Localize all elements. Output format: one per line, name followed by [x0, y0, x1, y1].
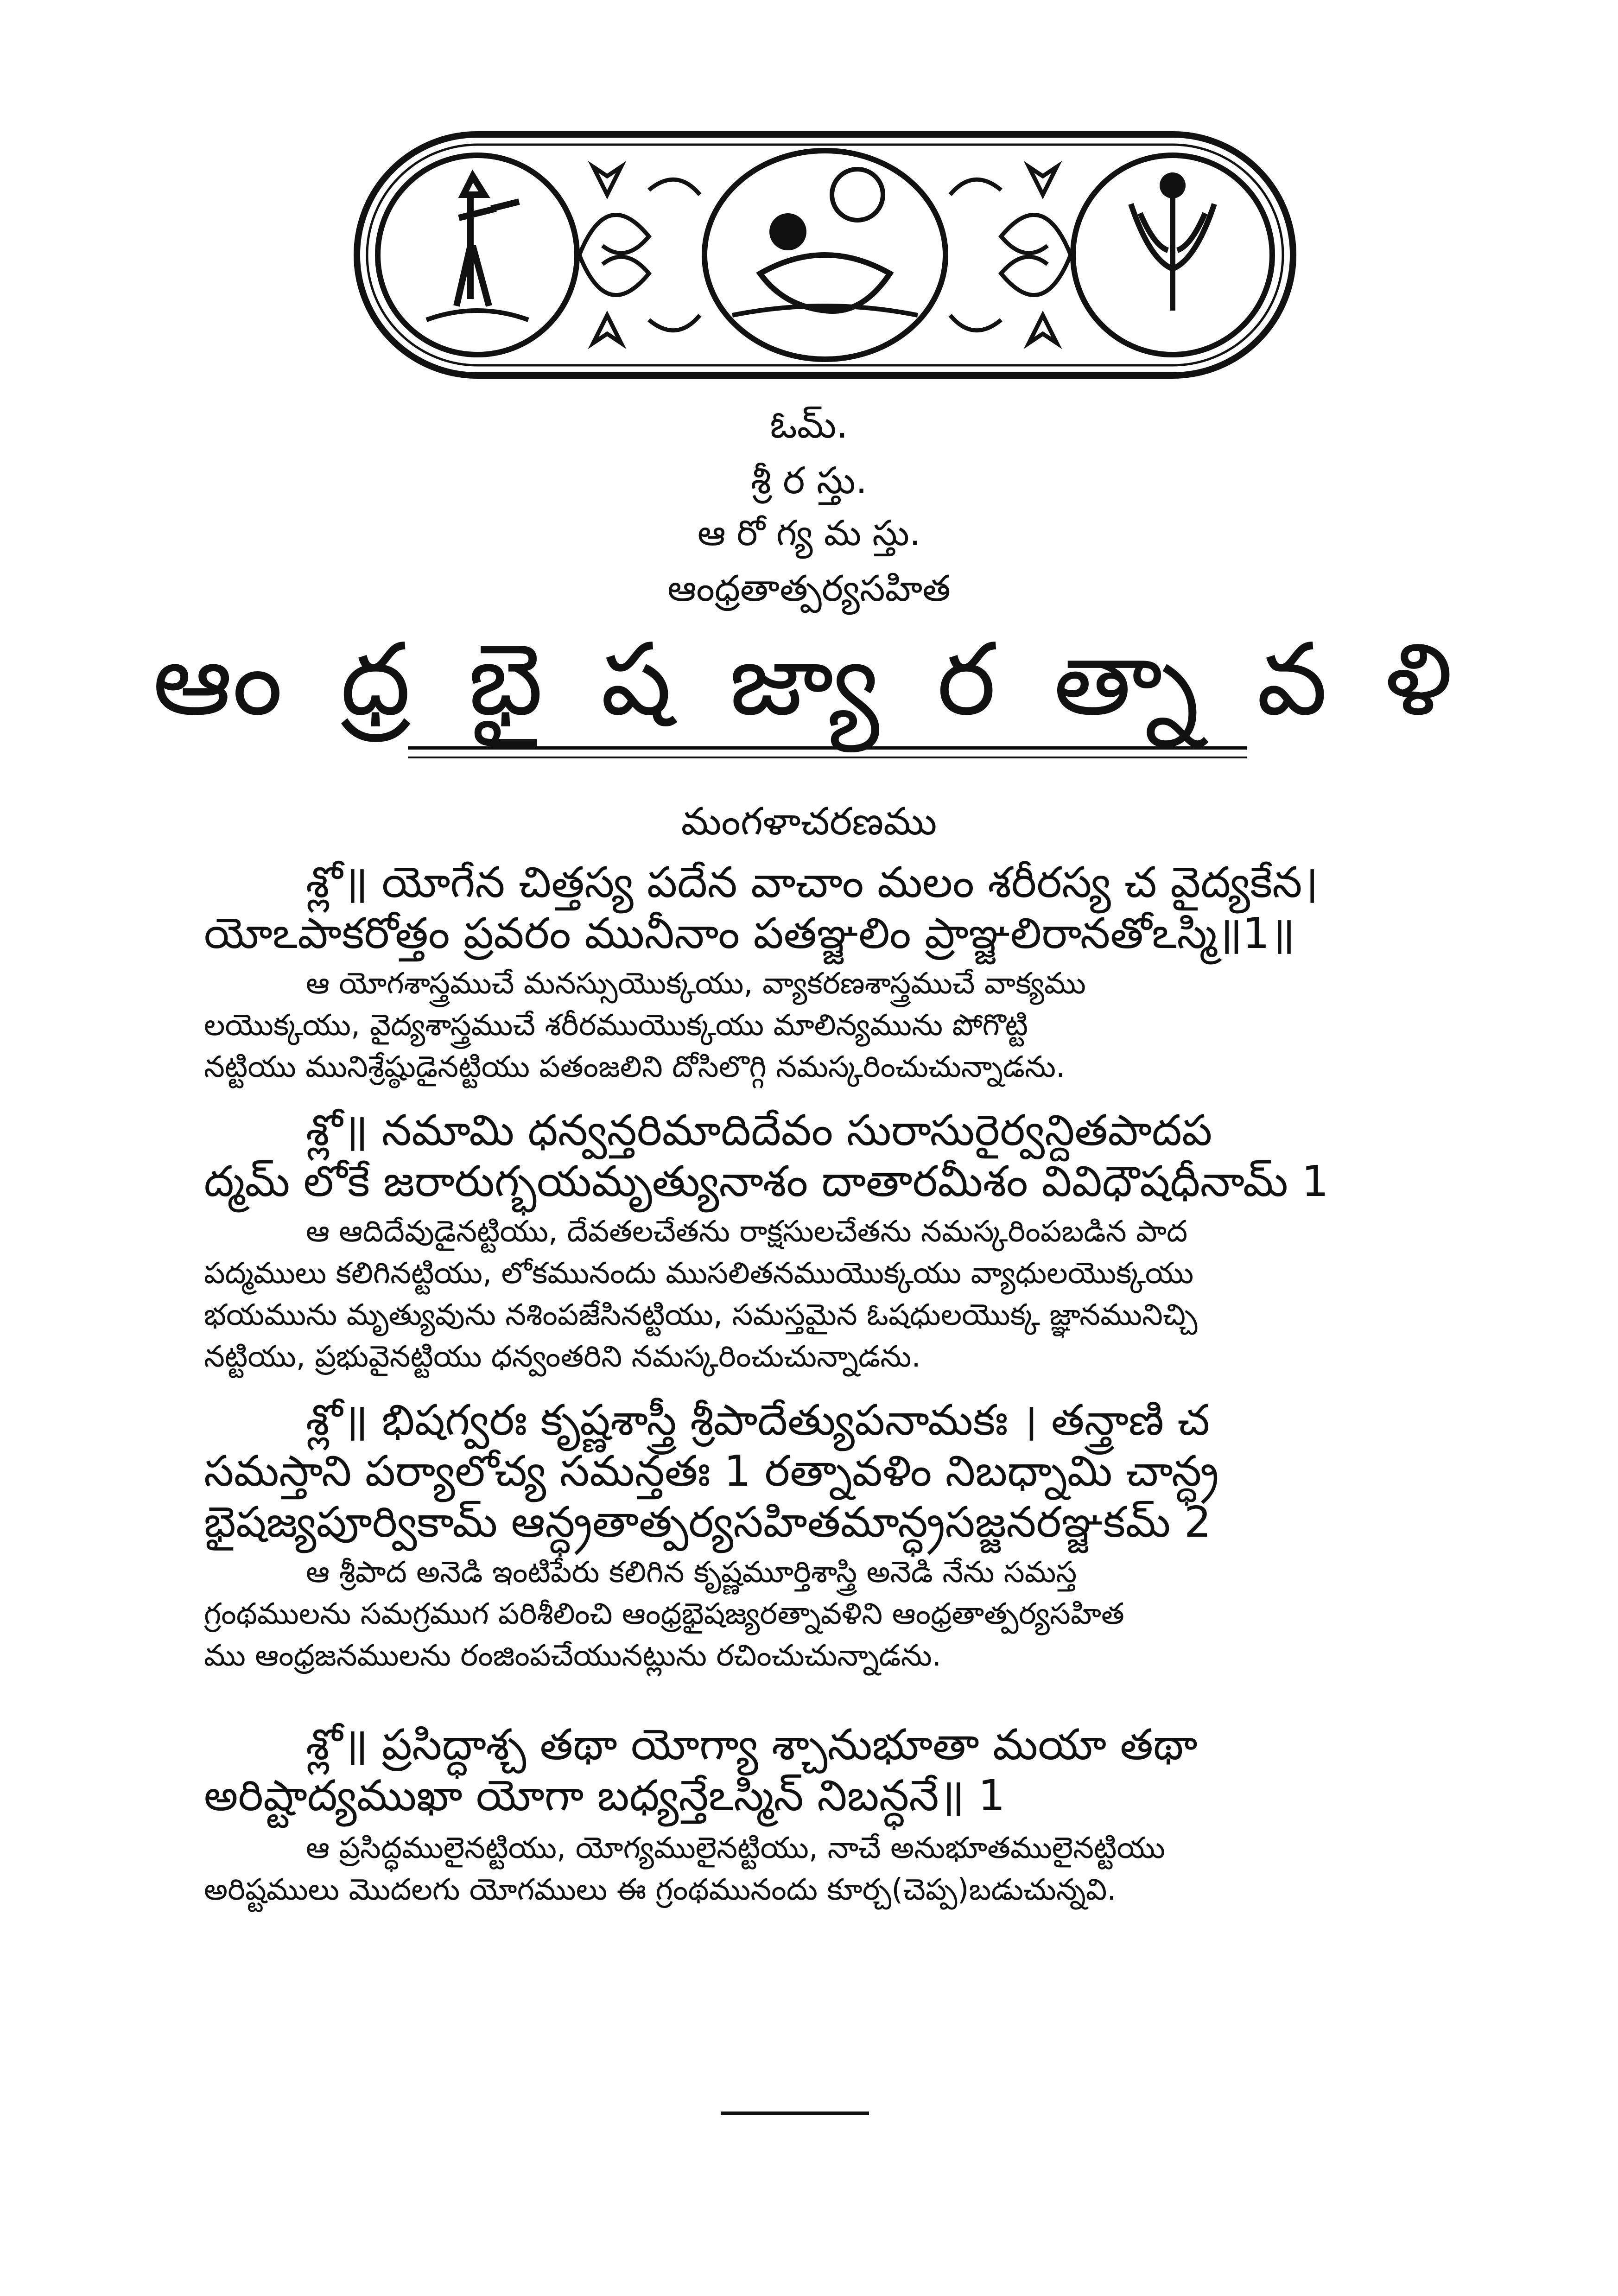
verse-2-explanation-2: పద్మములు కలిగినట్టియు, లోకమునందు ముసలితనముయొక్కయు వ్యాధులయొక్కయు: [204, 1256, 1194, 1291]
bottom-rule: [721, 2112, 869, 2115]
title-rule-thin: [408, 757, 1247, 758]
verse-1-line-1: శ్లో॥ యోగేన చిత్తస్య పదేన వాచాం మలం శరీరస్య చ వైద్యకేన।: [306, 858, 1319, 907]
book-title: ఆం ధ్ర భై ష జ్యా ర త్నా వ ళి: [152, 621, 1466, 738]
sri-rastu-line: శ్రీ ర స్తు.: [750, 459, 868, 502]
verse-3-line-1: శ్లో॥ భిషగ్వరః కృష్ణశాస్త్రీ శ్రీపాదేత్యుపనామకః । తన్త్రాణి చ: [306, 1395, 1210, 1445]
verse-3-line-3: భైషజ్యపూర్వికామ్ ఆన్ధ్రతాత్పర్యసహితమాన్ధ్రసజ్జనరఞ్జకమ్ 2: [204, 1497, 1212, 1547]
section-heading: మంగళాచరణము: [681, 800, 937, 844]
center-medallion: [704, 151, 945, 359]
verse-2-explanation-4: నట్టియు, ప్రభువైనట్టియు ధన్వంతరిని నమస్కరించుచున్నాడను.: [204, 1340, 921, 1374]
om-line: ఓమ్.: [770, 403, 848, 446]
verse-3-explanation-2: గ్రంథములను సమగ్రముగ పరిశీలించి ఆంధ్రభైషజ్యరత్నావళిని ఆంధ్రతాత్పర్యసహిత: [204, 1597, 1124, 1631]
verse-2-line-2: ద్మమ్ లోకే జరారుగ్భయమృత్యునాశం దాతారమీశం వివిధౌషధీనామ్ 1: [204, 1157, 1329, 1206]
verse-4-line-2: అరిష్టాద్యముఖా యోగా బధ్యన్తేఽస్మిన్ నిబన్ధనే॥ 1: [204, 1771, 1005, 1820]
title-rule-thick: [408, 746, 1247, 750]
decorative-banner: [352, 125, 1298, 385]
verse-3-explanation-3: ము ఆంధ్రజనములను రంజింపచేయునట్లును రచించుచున్నాడను.: [204, 1639, 942, 1673]
verse-1-explanation-3: నట్టియు మునిశ్రేష్ఠుడైనట్టియు పతంజలిని దోసిలొగ్గి నమస్కరించుచున్నాడను.: [204, 1050, 1066, 1084]
right-medallion: [1073, 155, 1272, 355]
verse-3-line-2: సమస్తాని పర్యాలోచ్య సమన్తతః 1 రత్నావళిం నిబధ్నామి చాన్ధ్ర: [204, 1446, 1219, 1496]
subtitle: ఆంధ్రతాత్పర్యసహిత: [667, 568, 951, 610]
verse-1-explanation-1: ఆ యోగశాస్త్రముచే మనస్సుయొక్కయు, వ్యాకరణశాస్త్రముచే వాక్యము: [306, 967, 1086, 1001]
verse-1-explanation-2: లయొక్కయు, వైద్యశాస్త్రముచే శరీరముయొక్కయు మాలిన్యమును పోగొట్టి: [204, 1008, 1028, 1043]
verse-2-explanation-1: ఆ ఆదిదేవుడైనట్టియు, దేవతలచేతను రాక్షసులచేతను నమస్కరింపబడిన పాద: [306, 1215, 1188, 1249]
verse-1-line-2: యోఽపాకరోత్తం ప్రవరం మునీనాం పతఞ్జలిం ప్రాఞ్జలిరానతోఽస్మి॥1॥: [204, 909, 1295, 958]
arogyamastu-line: ఆ రో గ్య మ స్తు.: [697, 512, 921, 553]
verse-4-explanation-2: అరిష్టములు మొదలగు యోగములు ఈ గ్రంథమునందు కూర్చ(చెప్ప)బడుచున్నవి.: [204, 1873, 1117, 1907]
verse-4-line-1: శ్లో॥ ప్రసిద్ధాశ్చ తథా యోగ్యా శ్చానుభూతా మయా తథా: [306, 1720, 1198, 1769]
verse-4-explanation-1: ఆ ప్రసిద్ధములైనట్టియు, యోగ్యములైనట్టియు, నాచే అనుభూతములైనట్టియు: [306, 1831, 1165, 1865]
verse-3-explanation-1: ఆ శ్రీపాద అనెడి ఇంటిపేరు కలిగిన కృష్ణమూర్తిశాస్త్రి అనెడి నేను సమస్త: [306, 1555, 1077, 1590]
verse-2-explanation-3: భయమును మృత్యువును నశింపజేసినట్టియు, సమస్తమైన ఓషధులయొక్క జ్ఞానమునిచ్చి: [204, 1298, 1198, 1332]
verse-2-line-1: శ్లో॥ నమామి ధన్వన్తరిమాదిదేవం సురాసురైర్వన్దితపాదప: [306, 1106, 1212, 1155]
left-medallion: [378, 155, 577, 355]
